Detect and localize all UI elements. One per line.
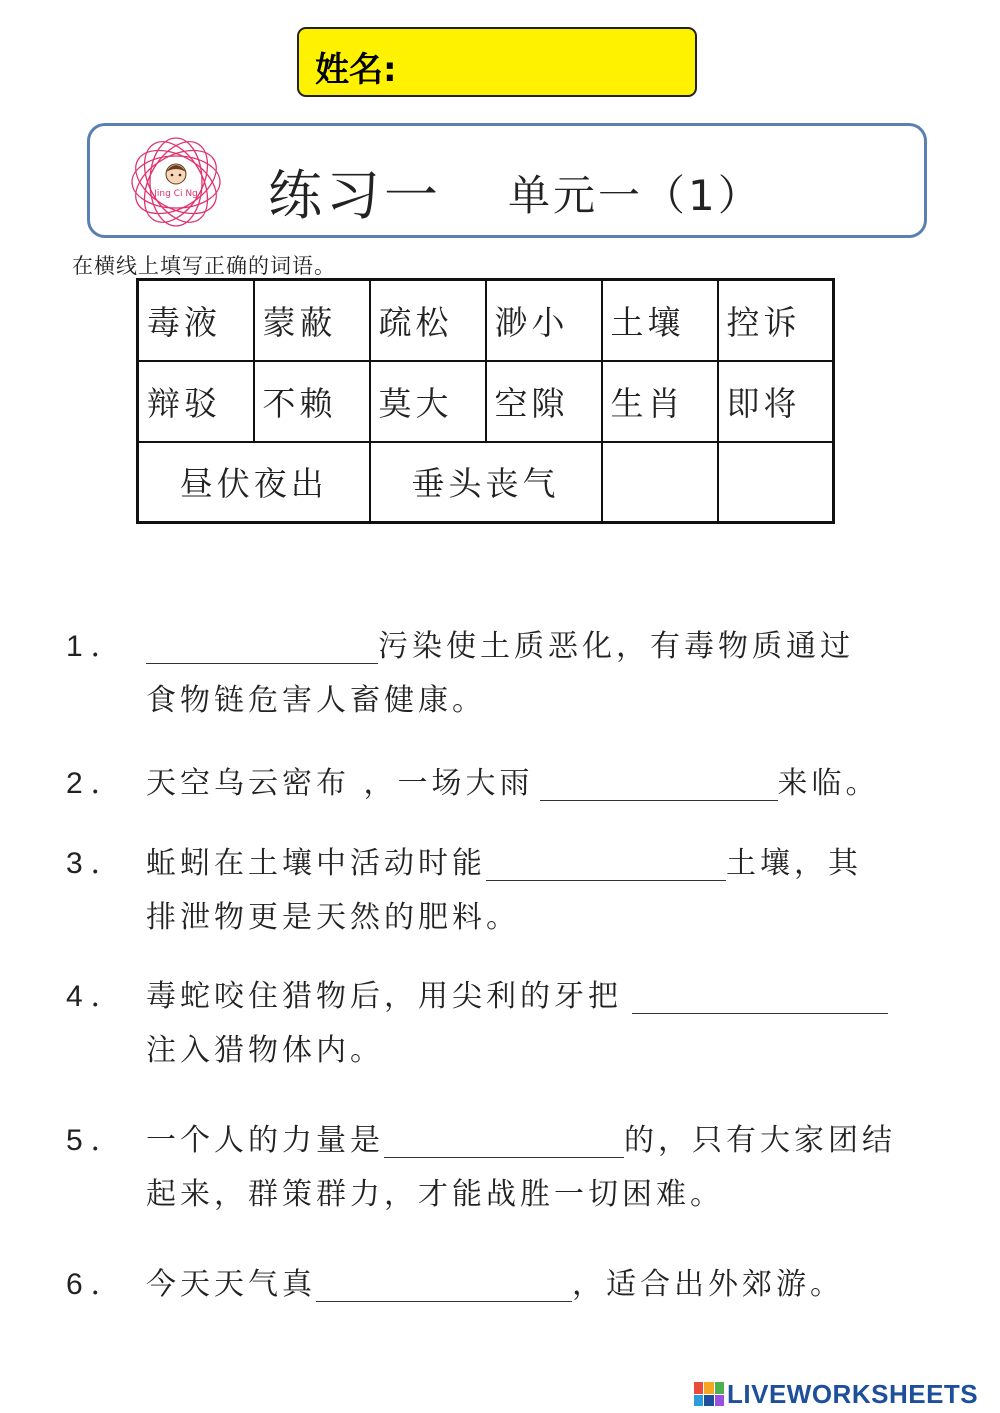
question-text: 排泄物更是天然的肥料。	[146, 900, 520, 935]
question-text: 土壤，其	[726, 846, 862, 881]
question-number: 5．	[66, 1124, 129, 1157]
word-bank-row	[138, 442, 834, 523]
question-number: 4．	[66, 980, 129, 1013]
word-cell: 即将	[718, 361, 834, 442]
word-cell: 土壤	[602, 280, 718, 361]
answer-blank-3[interactable]	[486, 850, 726, 881]
empty-cell	[718, 442, 834, 523]
instruction: 在横线上填写正确的词语。	[72, 254, 336, 278]
word-bank-row	[138, 361, 834, 442]
word-cell: 莫大	[370, 361, 486, 442]
answer-blank-6[interactable]	[316, 1271, 572, 1302]
question-6	[66, 1258, 844, 1312]
question-number: 2．	[66, 767, 129, 800]
word-bank-table	[136, 278, 835, 524]
name-box[interactable]	[297, 27, 697, 97]
word-cell: 疏松	[370, 280, 486, 361]
question-1	[66, 620, 854, 728]
word-cell: 不赖	[254, 361, 370, 442]
answer-blank-5[interactable]	[384, 1127, 624, 1158]
question-number: 6．	[66, 1268, 129, 1301]
question-3	[66, 837, 862, 945]
question-text: ，适合出外郊游。	[572, 1267, 844, 1302]
word-cell: 控诉	[718, 280, 834, 361]
word-bank-row	[138, 280, 834, 361]
question-text: 天空乌云密布 ，一场大雨	[146, 766, 534, 801]
footer-brand	[694, 1380, 978, 1408]
question-4	[66, 970, 888, 1078]
word-cell: 辩驳	[138, 361, 254, 442]
word-cell: 毒液	[138, 280, 254, 361]
question-text: 注入猎物体内。	[146, 1033, 384, 1068]
question-text: 起来，群策群力，才能战胜一切困难。	[146, 1177, 724, 1212]
answer-blank-1[interactable]	[146, 633, 378, 664]
footer-text: LIVEWORKSHEETS	[727, 1378, 979, 1409]
question-text: 的，只有大家团结	[624, 1123, 896, 1158]
word-cell: 昼伏夜出	[138, 442, 370, 523]
title-sub: 单元一（1）	[508, 171, 763, 220]
question-text: 一个人的力量是	[146, 1123, 384, 1158]
answer-blank-2[interactable]	[540, 770, 778, 801]
question-text: 来临。	[777, 766, 880, 801]
question-text: 今天天气真	[146, 1267, 316, 1302]
question-text: 食物链危害人畜健康。	[146, 683, 486, 718]
word-cell: 垂头丧气	[370, 442, 602, 523]
word-cell: 渺小	[486, 280, 602, 361]
name-label: 姓名:	[315, 50, 397, 90]
flower-logo-icon	[128, 134, 224, 230]
word-cell: 空隙	[486, 361, 602, 442]
question-5	[66, 1114, 896, 1222]
question-number: 3．	[66, 847, 129, 880]
question-2	[66, 757, 880, 811]
question-text: 蚯蚓在土壤中活动时能	[146, 846, 486, 881]
logo	[128, 134, 224, 230]
title-main: 练习一	[268, 164, 442, 227]
logo-text: Jing Ci Ng	[154, 189, 198, 199]
title-banner	[87, 123, 927, 238]
question-number: 1．	[66, 630, 129, 663]
question-text: 毒蛇咬住猎物后，用尖利的牙把	[146, 979, 622, 1014]
liveworksheets-logo-icon	[694, 1382, 724, 1406]
question-text: 污染使土质恶化，有毒物质通过	[378, 629, 854, 664]
answer-blank-4[interactable]	[632, 983, 888, 1014]
empty-cell	[602, 442, 718, 523]
word-cell: 蒙蔽	[254, 280, 370, 361]
word-cell: 生肖	[602, 361, 718, 442]
